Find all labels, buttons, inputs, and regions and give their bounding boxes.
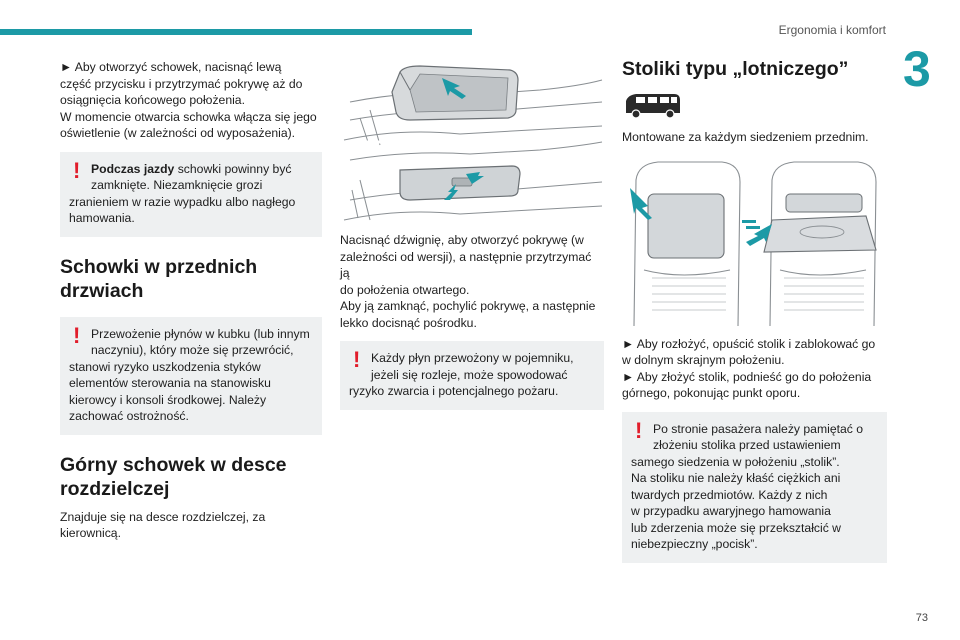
column-right: [622, 50, 887, 563]
seatback-table-illustration: [622, 160, 888, 328]
page-number: 73: [915, 612, 928, 624]
paragraph-unfold: ► Aby rozłożyć, opuścić stolik i zablokować go w dolnym skrajnym położeniu. ► Aby złożyć stolik, podnieść go do położenia górnego, pokonując punkt oporu.: [622, 336, 876, 400]
section-title-door-storage: Schowki w przednich drzwiach: [60, 255, 258, 302]
warning-box-passenger: ! Po stronie pasażera należy pamiętać o złożeniu stolika przed ustawieniem samego siedzenia w położeniu „stolik”. Na stoliku nie należy kłaść ciężkich ani twardych przedmiotów. Każdy z nich w przypadku awaryjnego hamowania lub zderzenia może się przekształcić w niebezpieczny „pocisk”.: [622, 412, 887, 563]
exclamation-icon: !: [353, 347, 361, 372]
paragraph-location: Znajduje się na desce rozdzielczej, za kierownicą.: [60, 509, 266, 540]
warning-box-driving: ! Podczas jazdy schowki powinny być zamknięte. Niezamknięcie grozi zranieniem w razie wypadku albo nagłego hamowania.: [60, 152, 322, 237]
chapter-number: 3: [903, 41, 931, 97]
paragraph-open-instructions: ► Aby otworzyć schowek, nacisnąć lewą część przycisku i przytrzymać pokrywę aż do osiągnięcia końcowego położenia. W momencie otwarcia schowka włącza się jego oświetlenie (w zależności od wyposażenia).: [60, 60, 317, 140]
section-title-dashboard-storage: Górny schowek w desce rozdzielczej: [60, 453, 287, 500]
exclamation-icon: !: [73, 322, 81, 348]
paragraph-lever-instructions: Nacisnąć dźwignię, aby otworzyć pokrywę (w zależności od wersji), a następnie przytrzymać ją do położenia otwartego. Aby ją zamknąć, pochylić pokrywę, a następnie lekko docisnąć pośrodku.: [340, 233, 596, 330]
column-left: [60, 59, 322, 542]
exclamation-icon: !: [635, 417, 643, 443]
section-title-airline-tables: Stoliki typu „lotniczego”: [622, 58, 849, 80]
column-middle: [340, 50, 604, 410]
header-title: Ergonomia i komfort: [778, 23, 886, 37]
warning-box-spill: ! Każdy płyn przewożony w pojemniku, jeżeli się rozleje, może spowodować ryzyko zwarcia i potencjalnego pożaru.: [340, 341, 604, 410]
paragraph-mounting: Montowane za każdym siedzeniem przednim.: [622, 130, 869, 144]
dashboard-storage-illustration: [340, 50, 604, 225]
header-accent-bar: [0, 29, 472, 35]
exclamation-icon: !: [73, 157, 81, 183]
warning-box-liquids: ! Przewożenie płynów w kubku (lub innym naczyniu), który może się przewrócić, stanowi ryzyko uszkodzenia styków elementów sterowania na stanowisku kierowcy i konsoli środkowej. Należy zachować ostrożność.: [60, 317, 322, 435]
van-seats-icon: [622, 91, 680, 119]
